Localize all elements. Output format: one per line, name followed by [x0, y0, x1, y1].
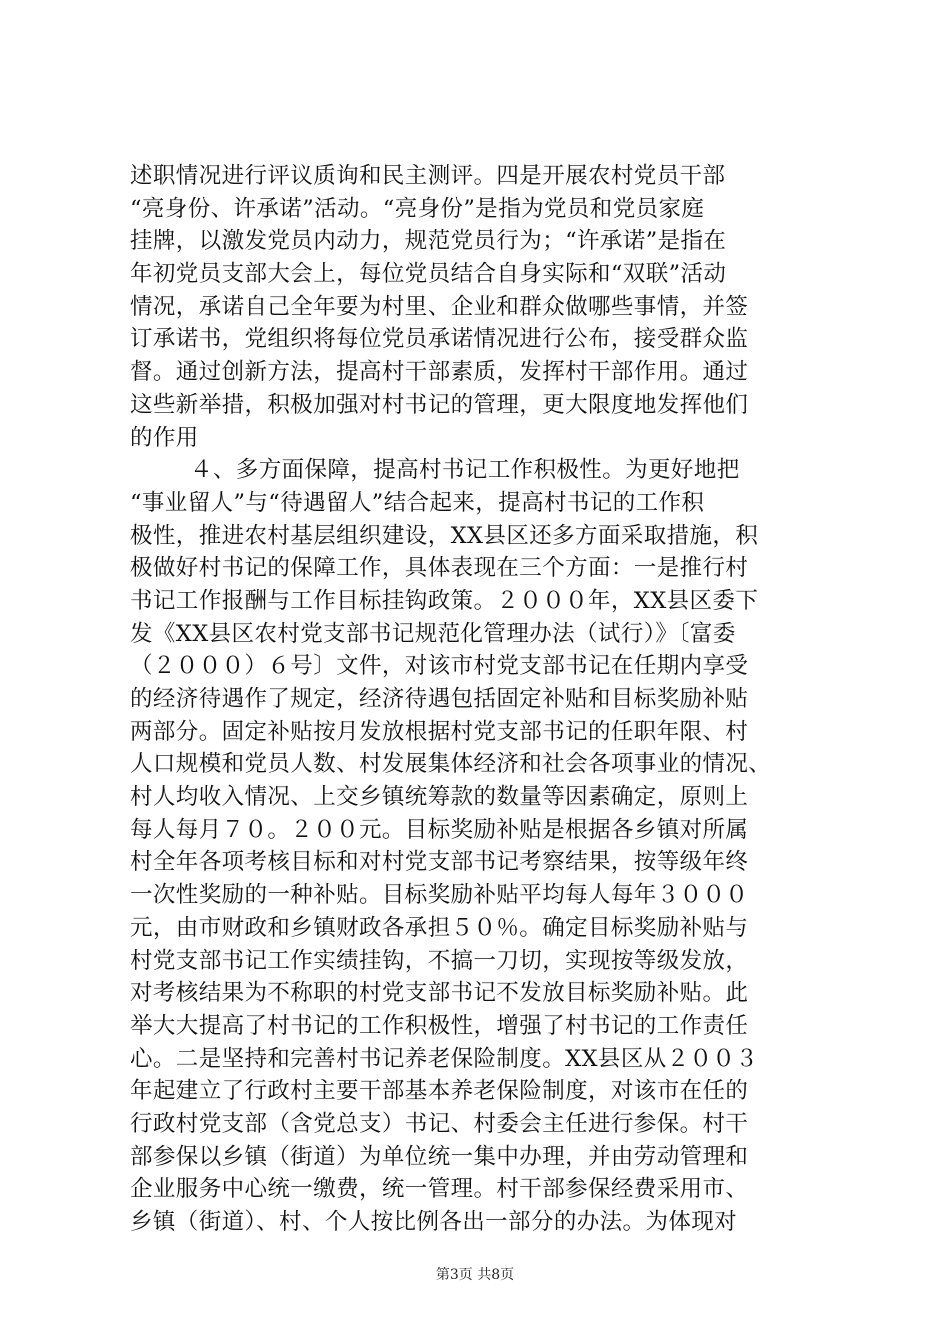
text-line: 村全年各项考核目标和对村党支部书记考察结果，按等级年终: [130, 849, 749, 876]
text-line: 举大大提高了村书记的工作积极性，增强了村书记的工作责任: [130, 1012, 749, 1039]
text-line: 两部分。固定补贴按月发放根据村党支部书记的任职年限、村: [130, 718, 749, 745]
text-line: 这些新举措，积极加强对村书记的管理，更大限度地发挥他们: [130, 391, 749, 418]
text-line: 挂牌，以激发党员内动力，规范党员行为；“许承诺”是指在: [130, 228, 727, 255]
text-line: 发《XX县区农村党支部书记规范化管理办法（试行）》〔富委: [130, 620, 736, 647]
text-line: 年初党员支部大会上，每位党员结合自身实际和“双联”活动: [130, 261, 727, 288]
text-line: 企业服务中心统一缴费，统一管理。村干部参保经费采用市、: [130, 1176, 749, 1203]
text-line: 一次性奖励的一种补贴。目标奖励补贴平均每人每年３０００: [130, 882, 749, 909]
text-line: 行政村党支部（含党总支）书记、村委会主任进行参保。村干: [130, 1110, 749, 1137]
text-line: 村人均收入情况、上交乡镇统筹款的数量等因素确定，原则上: [130, 784, 749, 811]
text-line: 心。二是坚持和完善村书记养老保险制度。XX县区从２００３: [130, 1045, 759, 1072]
paragraph-first-line: ４、多方面保障，提高村书记工作积极性。为更好地把: [190, 457, 740, 484]
body-text: [130, 160, 830, 1239]
text-line: 乡镇（街道）、村、个人按比例各出一部分的办法。为体现对: [130, 1209, 738, 1235]
text-line: 订承诺书，党组织将每位党员承诺情况进行公布，接受群众监: [130, 326, 749, 353]
text-line: 元，由市财政和乡镇财政各承担５０％。确定目标奖励补贴与: [130, 914, 749, 941]
text-line: 督。通过创新方法，提高村干部素质，发挥村干部作用。通过: [130, 359, 749, 386]
text-line: 人口规模和党员人数、村发展集体经济和社会各项事业的情况、: [130, 751, 772, 778]
text-line: 村党支部书记工作实绩挂钩，不搞一刀切，实现按等级发放，: [130, 947, 749, 974]
text-line: （２０００）６号〕文件，对该市村党支部书记在任期内享受: [130, 653, 749, 680]
text-line: 每人每月７０。２００元。目标奖励补贴是根据各乡镇对所属: [130, 816, 749, 843]
text-line: 对考核结果为不称职的村党支部书记不发放目标奖励补贴。此: [130, 980, 749, 1007]
text-line: “亮身份、许承诺”活动。“亮身份”是指为党员和党员家庭: [130, 195, 705, 222]
text-line: 的作用: [130, 424, 199, 451]
text-line: 极性，推进农村基层组织建设，XX县区还多方面采取措施，积: [130, 522, 759, 549]
text-line: 年起建立了行政村主要干部基本养老保险制度，对该市在任的: [130, 1078, 749, 1105]
text-line: 情况，承诺自己全年要为村里、企业和群众做哪些事情，并签: [130, 293, 749, 320]
page-footer: 第3页 共8页: [435, 1267, 515, 1283]
text-line: 极做好村书记的保障工作，具体表现在三个方面：一是推行村: [130, 555, 749, 582]
text-line: 的经济待遇作了规定，经济待遇包括固定补贴和目标奖励补贴: [130, 686, 749, 712]
text-line: 部参保以乡镇（街道）为单位统一集中办理，并由劳动管理和: [130, 1143, 749, 1170]
text-line: “事业留人”与“待遇留人”结合起来，提高村书记的工作积: [130, 489, 705, 516]
text-line: 述职情况进行评议质询和民主测评。四是开展农村党员干部: [130, 163, 726, 189]
text-line: 书记工作报酬与工作目标挂钩政策。２０００年，XX县区委下: [130, 587, 759, 614]
